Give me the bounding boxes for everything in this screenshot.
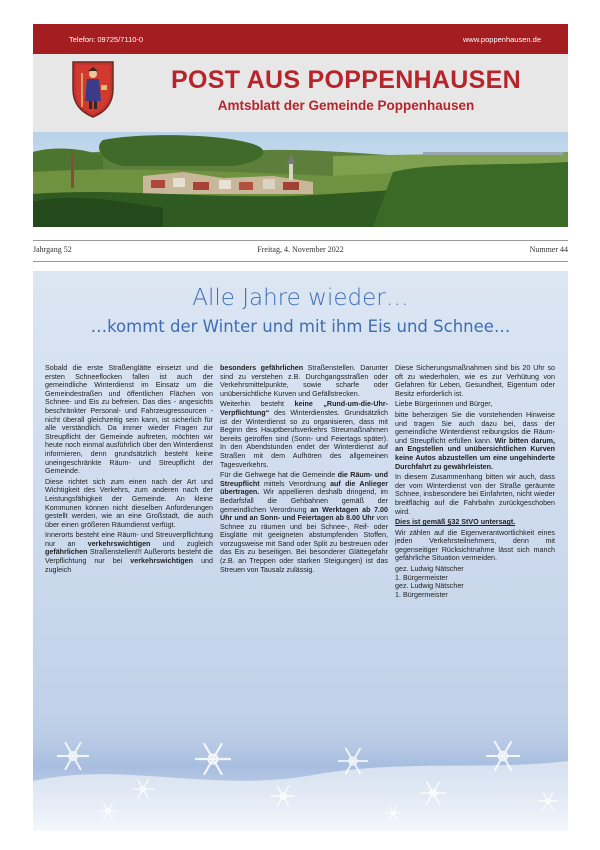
paragraph: Weiterhin besteht keine „Rund-um-die-Uhr-Verpflichtung“ des Winterdienstes. Grundsätzlich ist der Winterdienst so zu organisieren, dass mit Beginn des Hauptberufsverkehrs Streumaßnahmen bereits getroffen sind (Sonn- und Feiertags später). In den Abendstunden endet der Winterdienst auf Straßen mit dem Aufhören des allgemeinen Tagesverkehrs. [220, 400, 388, 469]
phone-number: Telefon: 09725/7110-0 [69, 35, 144, 44]
village-landscape-image [33, 132, 568, 227]
newspaper-title: POST AUS POPPENHAUSEN [171, 66, 521, 94]
paragraph: Innerorts besteht eine Räum- und Streuverpflichtung nur an verkehrswichtigen und zugleich gefährlichen Straßenstellen!!! Außerorts besteht die Verpflichtung nur bei verkehrswichtigen und zugleich [45, 531, 213, 574]
article-headline: Alle Jahre wieder… [192, 285, 409, 311]
issue-date: Freitag, 4. November 2022 [257, 245, 344, 254]
paragraph: Sobald die erste Straßenglätte einsetzt und die ersten Schneeflocken fallen ist auch der gemeindliche Winterdienst im Einsatz um die Gemeindestraßen und öffentlichen Flächen von Schnee- und Eis zu befreien. Das dies - angesichts beschränkter Personal- und Fahrzeugressourcen - nicht überall gleichzeitig sein kann, ist sicherlich für alle verständlich. Da immer wieder Fragen zur Streupflicht der Gemeinde auftreten, möchten wir heute noch einmal ausführlich über den Winterdienst informieren, denn grundsätzlich besteht keine uneingeschränkte Räum- und Streupflicht der Gemeinde. [45, 364, 213, 476]
paragraph: Für die Gehwege hat die Gemeinde die Räum- und Streupflicht mittels Verordnung auf die Anlieger übertragen. Wir appellieren deshalb dringend, im Bedarfsfall die Gehbahnen gemäß der gemeindlichen Verordnung an Werktagen ab 7.00 Uhr und an Sonn- und Feiertagen ab 8.00 Uhr von Schnee zu räumen und bei Schnee-, Reif- oder Eisglätte mit geeigneten abstumpfenden Stoffen, vorzugsweise mit Sand oder Split zu bestreuen oder das Eis zu beseitigen. Bei besonderer Glättegefahr (z.B. an Treppen oder starken Steigungen) ist das Streuen von Tausalz zulässig. [220, 471, 388, 574]
paragraph: bitte beherzigen Sie die vorstehenden Hinweise und tragen Sie auch dazu bei, dass der gemeindliche Winterdienst reibungslos die Räum- und Streupflicht erfüllen kann. Wir bitten darum, an Engstellen und unübersichtlichen Kurven keine Autos abzustellen um eine ungehinderte Durchfahrt zu gewährleisten. [395, 410, 555, 471]
article-subheadline: …kommt der Winter und mit ihm Eis und Schnee… [90, 317, 511, 336]
header-bar [33, 24, 568, 54]
signature-name: gez. Ludwig Nätscher [395, 582, 464, 591]
paragraph: Dies ist gemäß §32 StVO untersagt. [395, 518, 516, 527]
snowflake-decoration [33, 701, 568, 831]
newspaper-subtitle: Amtsblatt der Gemeinde Poppenhausen [217, 98, 475, 113]
coat-of-arms-icon [68, 59, 118, 119]
signature-title: 1. Bürgermeister [395, 573, 448, 582]
paragraph: besonders gefährlichen Straßenstellen. Darunter sind zu verstehen z.B. Durchgangsstraßen oder Verkehrsmittelpunkte, sowie scharfe oder unübersichtliche Kurven und Gefällstrecken. [220, 364, 388, 398]
volume-label: Jahrgang 52 [33, 245, 72, 254]
paragraph: Wir zählen auf die Eigenverantwortlichkeit eines jeden Verkehrsteilnehmers, denn mit gegenseitiger Rücksichtnahme lässt sich manch gefährliche Situation vermeiden. [395, 528, 555, 563]
signature-name: gez. Ludwig Nätscher [395, 565, 464, 574]
website-link[interactable]: www.poppenhausen.de [463, 35, 541, 44]
article-column-2 [220, 364, 388, 576]
paragraph: Diese Sicherungsmaßnahmen sind bis 20 Uhr so oft zu wiederholen, wie es zur Verhütung von Gefahren für Leben, Gesundheit, Eigentum oder Besitz erforderlich ist. [395, 364, 555, 398]
paragraph: In diesem Zusammenhang bitten wir auch, dass der vom Winterdienst von der Straße geräumte Schnee, insbesondere bei Einfahrten, nicht wieder breitflächig auf die Fahrbahn zurückgeschoben wird. [395, 473, 555, 516]
paragraph: Liebe Bürgerinnen und Bürger, [395, 400, 493, 409]
winter-article [33, 271, 568, 831]
article-column-3 [395, 364, 555, 599]
signature-title: 1. Bürgermeister [395, 590, 448, 599]
paragraph: Diese richtet sich zum einen nach der Art und Wichtigkeit des Verkehrs, zum anderen nach der Leistungsfähigkeit der Gemeinde. An kleine Kommunen können nicht dieselben Anforderungen gestellt werden, wie an eine Großstadt, die auch über einen größeren Räumdienst verfügt. [45, 477, 213, 529]
article-column-1 [45, 364, 213, 576]
issue-info-bar [33, 240, 568, 262]
issue-number: Nummer 44 [529, 245, 568, 254]
